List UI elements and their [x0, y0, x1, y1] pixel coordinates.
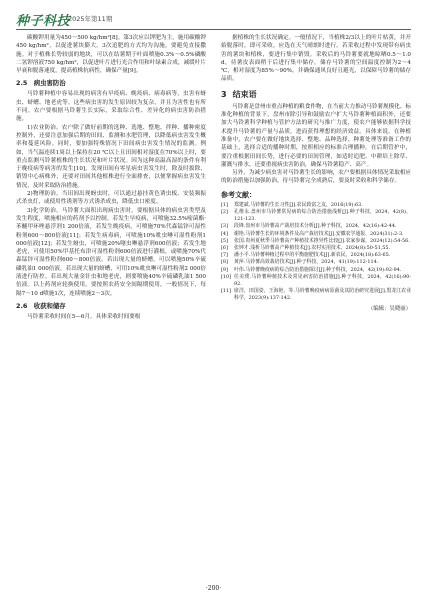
heading-conclusion-number: 3: [221, 89, 227, 99]
reference-number: [1]: [221, 201, 228, 208]
header-rule: [16, 29, 411, 30]
heading-conclusion: [221, 89, 411, 100]
reference-text: 潘小平.马铃薯种植过程中的平衡施肥技术[J].新农民，2024(18):63-65.: [234, 252, 391, 259]
right-column: [221, 34, 411, 313]
reference-text: 段锋.盘州市马铃薯高产栽培技术分析[J].种子科技，2024，42(16):42-44.: [234, 223, 397, 230]
page-number: ·200·: [205, 585, 222, 592]
reference-text: 张钟才.浅析马铃薯高产种植技术[J].农村实用技术，2024(8):50-51,55.: [234, 244, 391, 251]
reference-item: [221, 259, 411, 266]
reference-item: [221, 223, 411, 230]
journal-logo: 种子科技: [16, 14, 71, 29]
heading-harvest-storage: 2.6 收获和储存: [16, 301, 66, 310]
issue-label: 2025年第11期: [68, 15, 113, 23]
reference-number: [5]: [221, 237, 228, 244]
paragraph-harvest-continued: 据植株的生长状况确定。一般情况下，当植株2/3以上的叶片枯黄，并开始脱落时，即可采收。应选在天气晴朗时进行。若采收过程中发现带有病虫害的薯块和植株，要进行集中销毁。采收后的马铃薯要就地晾晒0.5～1.0 d，待薯皮表面稍干后进行集中储存。储存马铃薯的空间温度控制为2～4 ℃，相对湿度为85%～90%。并确保通风良好且避光，以保障马铃薯的储存品质。: [221, 35, 411, 83]
reference-item: [221, 238, 411, 245]
reference-number: [4]: [221, 230, 228, 237]
reference-text: 任美璞.马铃薯种植技术及常见病害防治措施[J].种子科技，2024，42(16):90-92.: [234, 273, 411, 287]
references-heading: 参考文献：: [221, 190, 256, 199]
reference-text: 张国.贵州夏秋季马铃薯高产种植技术推异性比较[J].农家参谋，2024(12):54-56.: [234, 237, 410, 244]
reference-number: [2]: [221, 208, 228, 215]
heading-conclusion-text: 结束语: [232, 89, 257, 99]
reference-item: [221, 288, 411, 302]
editor-note: （编辑：吴晓丽）: [367, 305, 411, 312]
reference-number: [7]: [221, 252, 228, 259]
reference-number: [3]: [221, 223, 228, 230]
reference-text: 黄萍.马铃薯高效栽培技术[J].种子科技，2024，41(19):112-114.: [234, 259, 379, 266]
reference-number: [11]: [221, 288, 232, 295]
reference-number: [8]: [221, 259, 228, 266]
reference-item: [221, 267, 411, 274]
reference-text: 郑建斌.马铃薯的生长习性[J].农民致富之友，2016(19):63.: [234, 201, 363, 208]
reference-number: [10]: [221, 273, 232, 280]
reference-item: [221, 231, 411, 238]
reference-text: 席洋，田国姿，王海艳，等.马铃薯晚疫病病原菌及其防治研究进展[J].黑龙江农业科学，2023(9):137-142.: [234, 288, 411, 302]
reference-text: 叶伟.马铃薯晚疫病的综合防治措施探讨[J].种子科技，2024，42(19):92-94.: [234, 266, 402, 273]
reference-item: [221, 274, 411, 288]
reference-text: 谢艳.马铃薯生长的环境条件及高产栽培技术[J].安徽农学通报，2024(31):2-3.: [234, 230, 404, 237]
reference-item: [221, 209, 411, 223]
reference-text: 孔维永.盘州市马铃薯常见病的综合防治措施浅析[J].种子科技，2024，42(8)，121-123.: [234, 208, 411, 223]
heading-pest-control: 2.5 病虫害防治: [16, 79, 66, 88]
paragraph-pests-intro: 马铃薯种植中容易出现的病害有早疫病、晚疫病、病毒病等，虫害有蚜虫、蛴螬、地老虎等。这些病虫害的发生原因较为复杂，并且为害性也有所不同。农户要根据马铃薯生长实际，采取综合性、差异化的病虫害防治措施。: [16, 91, 206, 123]
reference-number: [6]: [221, 244, 228, 251]
left-column: [16, 34, 206, 321]
paragraph-conclusion-2: 另外，为减少病虫害对马铃薯生长的影响，农户要根据具体情况采取相应的防治措施以加强防治，待马铃薯完全成熟后，要及时采收和科学储存。: [221, 170, 412, 185]
paragraph-agricultural-control: 1)农业防治。农户除了做好前期的选种、选地、整地、拌种、播种密度控制外，还要注意加强后期的田间、监测和水肥管理，以降低病虫害发生概率和蔓延风险。同时，要加强特殊情况下田间病虫害发生情况的监测。例如，当气温连续1周以上保持在20 ℃以上且田间相对湿度在70%以上时，要重点监测马铃薯植株的生长状况和叶片状况。因为这种高温高湿的条件有利于晚疫病等病害的发生[10]。发现田间有零星病虫害发生时，除及时拔除、销毁中心病株外，还要对田间其他植株进行全面排查，以便掌握病虫害发生情况，及时采取防治措施。: [16, 124, 206, 189]
reference-item: [221, 202, 411, 209]
masthead: [16, 10, 411, 28]
reference-number: [9]: [221, 266, 228, 273]
paragraph-physical-control: 2)物理防治。当田间出现蚜虫时，可以通过悬挂黄色诱虫板、安装频振式杀虫灯，或使用性诱剂等方式诱杀成虫，降低虫口密度。: [16, 191, 206, 206]
paragraph-conclusion-1: 马铃薯是盘州市重点种植的粮食作物，在当前大力推动马铃薯规模化、标准化种植的背景下，盘州市除引导和鼓励农户扩大马铃薯种植面积外，还要加大马铃薯科学种植与管护方法的研究与推广力度，使农户能够依据科学技术提升马铃薯的产量与品质，进而获得理想的经济效益。具体来说，在种植准备中，农户要在做好地块选择、整地、品种选择、种薯处理等准备工作的基础上，选择合适的播种时期，按照相应的标准合理播种。在后期管护中，要注重根据田间长势，进行必要的田间管理，如适时追肥、中耕培土除草、灌溉与排水，还要重视病虫害防治，确保马铃薯稳产、高产。: [221, 103, 412, 168]
paragraph-harvest: 马铃薯采收时间在5—6月。具体采收时间要根: [27, 313, 141, 320]
paragraph-chemical-control: 3)化学防治。马铃薯大面积出现病虫害时，要根据具体的病虫害类型及发生程度，喷施相应的药剂予以控制。若发生早疫病，可喷施32.5%嘧菌酯·苯醚甲环唑悬浮剂1 200倍液，若发生晚疫病，可喷施70%代森锰锌可湿性粉剂600～800倍液[11]；若发生病毒病，可喷施10%吡虫啉可湿性粉剂1 000倍液[12]；若发生蚜虫，可喷施20%噻虫啉悬浮剂600倍液；若发生地老虎，可使用50%甲基托布津可湿性粉剂600倍液进行灌根，或喷施70%代森锰锌可湿性粉剂600～800倍液。若出现大量的蛴螬，可以喷施50%辛硫磷乳油1 000倍液。若出现大量的蛴螬，可用10%吡虫啉可湿性粉剂2 000倍液进行防控。若出现大量金针虫和地老虎，则要喷施40%辛硫磷乳油1 500倍液。以上药剂应轮换使用，要按照农药安全间隔期使用，一般情况下，每隔7～10 d喷施1次，连续喷施2～3次。: [16, 207, 206, 297]
paragraph-fertilizer: 碳酸钾用量为450～500 kg/hm²[8]。第3次应以钾肥为主，施用碳酸钾450 kg/hm²，以促进薯块膨大。3次追肥的方式均为沟施，要避免直接撒施。对于植株长势较弱的地块，可以在结薯期于叶面喷施0.3%～0.5%磷酸二氢钾溶液750 kg/hm²，以促进叶片进行光合作用和叶绿素合成，减缓叶片早衰和脱落速度，提高植株抗病性，确保产量[9]。: [16, 35, 206, 75]
reference-list: [221, 202, 411, 303]
